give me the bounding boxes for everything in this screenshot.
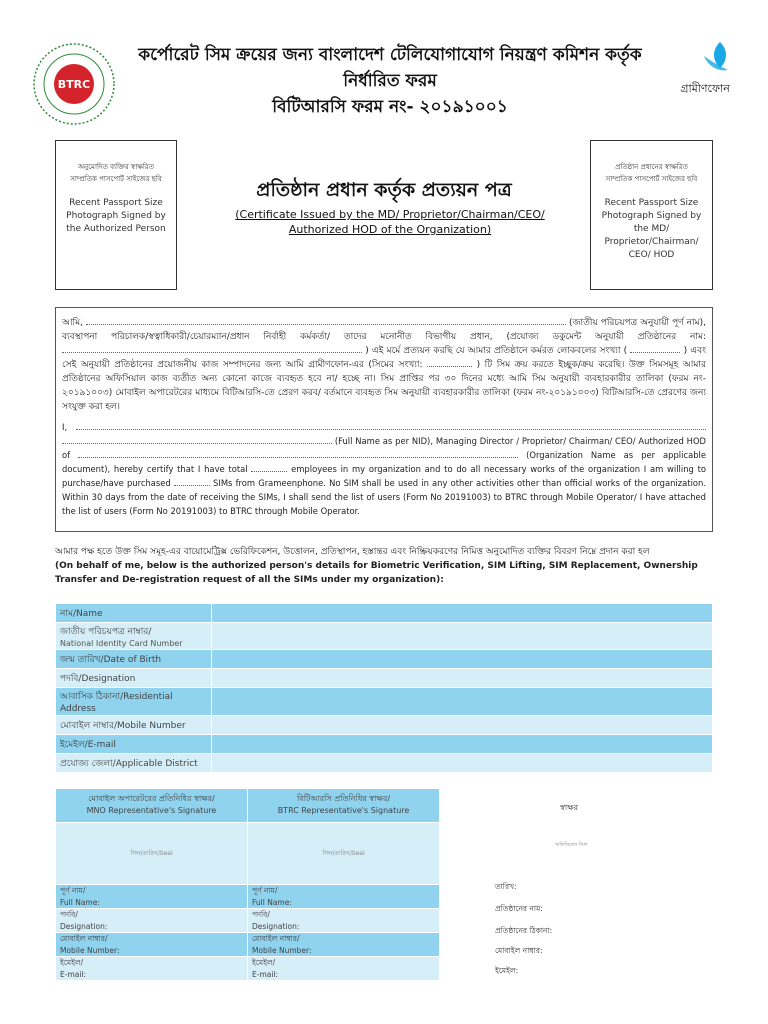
district-value-field[interactable] [212, 754, 713, 773]
form-header-line1: কর্পোরেট সিম ক্রয়ের জন্য বাংলাদেশ টেলিযোগাযোগ নিয়ন্ত্রণ কমিশন কর্তৃক নির্ধারিত ফরম [138, 45, 642, 91]
declaration-box [55, 307, 713, 532]
decl-bn-p3: ) এই মর্মে প্রত্যয়ন করছি যে আমার প্রতিষ্ঠানে কর্মরত লোকবলের সংখ্যা ( [365, 346, 628, 356]
dob-value-field[interactable] [212, 650, 713, 669]
designation-value-field[interactable] [212, 669, 713, 688]
photo-left-bn: অনুমোদিত ব্যক্তির স্বাক্ষরিত সাম্প্রতিক পাসপোর্ট সাইজের ছবি [70, 163, 162, 183]
btrc-logo [28, 38, 120, 130]
detail-row [56, 735, 713, 754]
btrc-designation-field[interactable]: পদবি/ Designation: [248, 909, 440, 933]
detail-label: জন্ম তারিখ/Date of Birth [56, 650, 212, 669]
signatory-org-name-field[interactable]: প্রতিষ্ঠানের নাম: [495, 904, 543, 913]
decl-en-p2: (Full Name as per NID), Managing Director / Proprietor/ Chairman/ CEO/ Authorized HOD of [62, 436, 706, 460]
btrc-fullname-field[interactable]: পূর্ণ নাম/ Full Name: [248, 885, 440, 909]
official-seal-label: অফিসিয়াল সিল [555, 842, 588, 848]
behalf-statement [55, 545, 735, 587]
decl-en-p5: SIMs from Grameenphone. No SIM shall be used in any other activities other than official works of the organization. Within 30 days from the date of receiving the SIMs, I shall send the list of users (Form No 20191003) to BTRC through Mobile Operator/ I have attached the list of users (Form No 20191003) to BTRC through Mobile Operator. [62, 478, 706, 516]
btrc-seal-label: সিল/তারিখ/Seal [322, 850, 365, 857]
rep-row [56, 885, 440, 909]
certificate-title: প্রতিষ্ঠান প্রধান কর্তৃক প্রত্যয়ন পত্র [256, 179, 512, 201]
declaration-en [62, 420, 706, 518]
signatory-email-field[interactable]: ইমেইল: [495, 966, 519, 975]
org-name-bn-field[interactable] [62, 344, 362, 353]
detail-row [56, 716, 713, 735]
signature-title: স্বাক্ষর [560, 803, 579, 812]
detail-row [56, 623, 713, 650]
signatory-date-field[interactable]: তারিখ: [495, 882, 517, 891]
mno-signature-field[interactable] [56, 823, 248, 885]
photo-box-authorized-person[interactable] [55, 140, 177, 290]
email-value-field[interactable] [212, 735, 713, 754]
form-header-line2: বিটিআরসি ফরম নং- ২০১৯১০০১ [272, 97, 508, 117]
address-value-field[interactable] [212, 688, 713, 716]
rep-header-row [56, 789, 440, 823]
btrc-mobile-field[interactable]: মোবাইল নাম্বার/ Mobile Number: [248, 933, 440, 957]
rep-row [56, 957, 440, 981]
name-en-field[interactable] [76, 421, 706, 430]
name-en-field-2[interactable] [62, 435, 332, 444]
mno-designation-field[interactable]: পদবি/ Designation: [56, 909, 248, 933]
btrc-rep-header: বিটিআরসি প্রতিনিধির স্বাক্ষর/ BTRC Representative's Signature [248, 789, 440, 823]
signatory-org-address-field[interactable]: প্রতিষ্ঠানের ঠিকানা: [495, 926, 553, 935]
nid-value-field[interactable] [212, 623, 713, 650]
photo-right-bn: প্রতিষ্ঠান প্রধানের স্বাক্ষরিত সাম্প্রতিক পাসপোর্ট সাইজের ছবি [605, 163, 698, 183]
decl-bn-p2: (জাতীয় পরিচয়পত্র অনুযায়ী পূর্ণ নাম), ব্যবস্থাপনা পরিচালক/স্বত্বাধিকারী/চেয়ারম্যান/প্রধান নির্বাহী কর্মকর্তা/ তাদের মনোনীত বিভাগীয় প্রধান, (প্রযোজ্য ডকুমেন্ট অনুযায়ী প্রতিষ্ঠানের নাম: [62, 318, 706, 342]
decl-en-p4: employees in my organization and to do all necessary works of the organization I am willing to purchase/have purchased [62, 464, 706, 488]
representatives-table [55, 788, 440, 981]
mno-seal-label: সিল/তারিখ/Seal [130, 850, 173, 857]
signatory-mobile-field[interactable]: মোবাইল নাম্বার: [495, 946, 543, 955]
btrc-signature-field[interactable] [248, 823, 440, 885]
authorized-person-table [55, 603, 713, 773]
detail-row [56, 650, 713, 669]
behalf-bn: আমার পক্ষ হতে উক্ত সিম সমূহ-এর বায়োমেট্রিক্স ভেরিফিকেশন, উত্তোলন, প্রতিস্থাপন, হস্তান্তর এবং নিষ্ক্রিয়করণের নিমিত্ত অনুমোদিত ব্যক্তির বিবরণ নিম্নে প্রদান করা হল [55, 547, 650, 557]
rep-signature-row [56, 823, 440, 885]
grameenphone-label: গ্রামীণফোন [680, 82, 730, 95]
form-header-title [110, 42, 670, 120]
detail-label: ইমেইল/E-mail [56, 735, 212, 754]
name-bn-field[interactable] [86, 316, 566, 325]
decl-bn-p5: ) টি সিম ক্রয় করতে ইচ্ছুক/ক্রয় করেছি। উক্ত সিমসমূহ আমার প্রতিষ্ঠানের অফিসিয়াল কাজ ব্যতীত অন্য কোনো কাজে ব্যবহৃত হবে না/ হচ্ছে না। সিম প্রাপ্তির পর ৩০ দিনের মধ্যে আমি সিম অনুযায়ী ব্যবহারকারীর তালিকা (ফরম নং- ২০১৯১০০৩) মোবাইল অপারেটরের মাধ্যমে বিটিআরসি-তে প্রেরণ করব/ বর্তমানে ব্যবহৃত সিম অনুযায়ী ব্যবহারকারীর তালিকা (ফরম নং-২০১৯১০০৩) বিটিআরসি-তে প্রেরণের জন্য সংযুক্ত করা হল। [62, 360, 706, 412]
decl-en-p1: I, [62, 422, 68, 432]
detail-row [56, 669, 713, 688]
sim-count-bn-field[interactable] [427, 358, 472, 367]
photo-box-head[interactable] [590, 140, 713, 290]
detail-label: নাম/Name [56, 604, 212, 623]
detail-row [56, 604, 713, 623]
mno-email-field[interactable]: ইমেইল/ E-mail: [56, 957, 248, 981]
mno-fullname-field[interactable]: পূর্ণ নাম/ Full Name: [56, 885, 248, 909]
decl-bn-p1: আমি, [62, 318, 83, 328]
detail-label: মোবাইল নাম্বার/Mobile Number [56, 716, 212, 735]
sim-count-en-field[interactable] [174, 477, 210, 486]
decl-bn-p4: ) এবং সেই অনুযায়ী প্রতিষ্ঠানের প্রয়োজনীয় কাজ সম্পাদনের জন্য আমি গ্রামীণফোন-এর (সিমের সংখ্যা: [62, 346, 706, 370]
behalf-en: (On behalf of me, below is the authorized person's details for Biometric Verification, SIM Lifting, SIM Replacement, Ownership Transfer and De-registration request of all the SIMs under my organization): [55, 561, 698, 585]
detail-label: জাতীয় পরিচয়পত্র নাম্বার/ National Identity Card Number [56, 623, 212, 650]
btrc-email-field[interactable]: ইমেইল/ E-mail: [248, 957, 440, 981]
staff-count-bn-field[interactable] [630, 344, 680, 353]
decl-en-p3: (Organization Name as per applicable document), hereby certify that I have total [62, 450, 706, 474]
detail-label: পদবি/Designation [56, 669, 212, 688]
btrc-logo-text: BTRC [57, 78, 91, 91]
name-value-field[interactable] [212, 604, 713, 623]
mno-mobile-field[interactable]: মোবাইল নাম্বার/ Mobile Number: [56, 933, 248, 957]
rep-row [56, 909, 440, 933]
detail-row [56, 754, 713, 773]
mno-rep-header: মোবাইল অপারেটরের প্রতিনিধির স্বাক্ষর/ MNO Representative's Signature [56, 789, 248, 823]
photo-left-en: Recent Passport Size Photograph Signed by the Authorized Person [66, 198, 166, 234]
detail-label: আবাসিক ঠিকানা/Residential Address [56, 688, 212, 716]
photo-right-en: Recent Passport Size Photograph Signed by the MD/ Proprietor/Chairman/ CEO/ HOD [601, 198, 702, 260]
org-name-en-field[interactable] [78, 449, 518, 458]
detail-label: প্রযোজ্য জেলা/Applicable District [56, 754, 212, 773]
signatory-block [470, 790, 720, 980]
detail-row [56, 688, 713, 716]
declaration-bn [62, 316, 706, 414]
employee-count-en-field[interactable] [251, 463, 287, 472]
mobile-value-field[interactable] [212, 716, 713, 735]
certificate-subtitle: (Certificate Issued by the MD/ Proprietor/Chairman/CEO/ Authorized HOD of the Organization) [235, 208, 545, 236]
rep-row [56, 933, 440, 957]
